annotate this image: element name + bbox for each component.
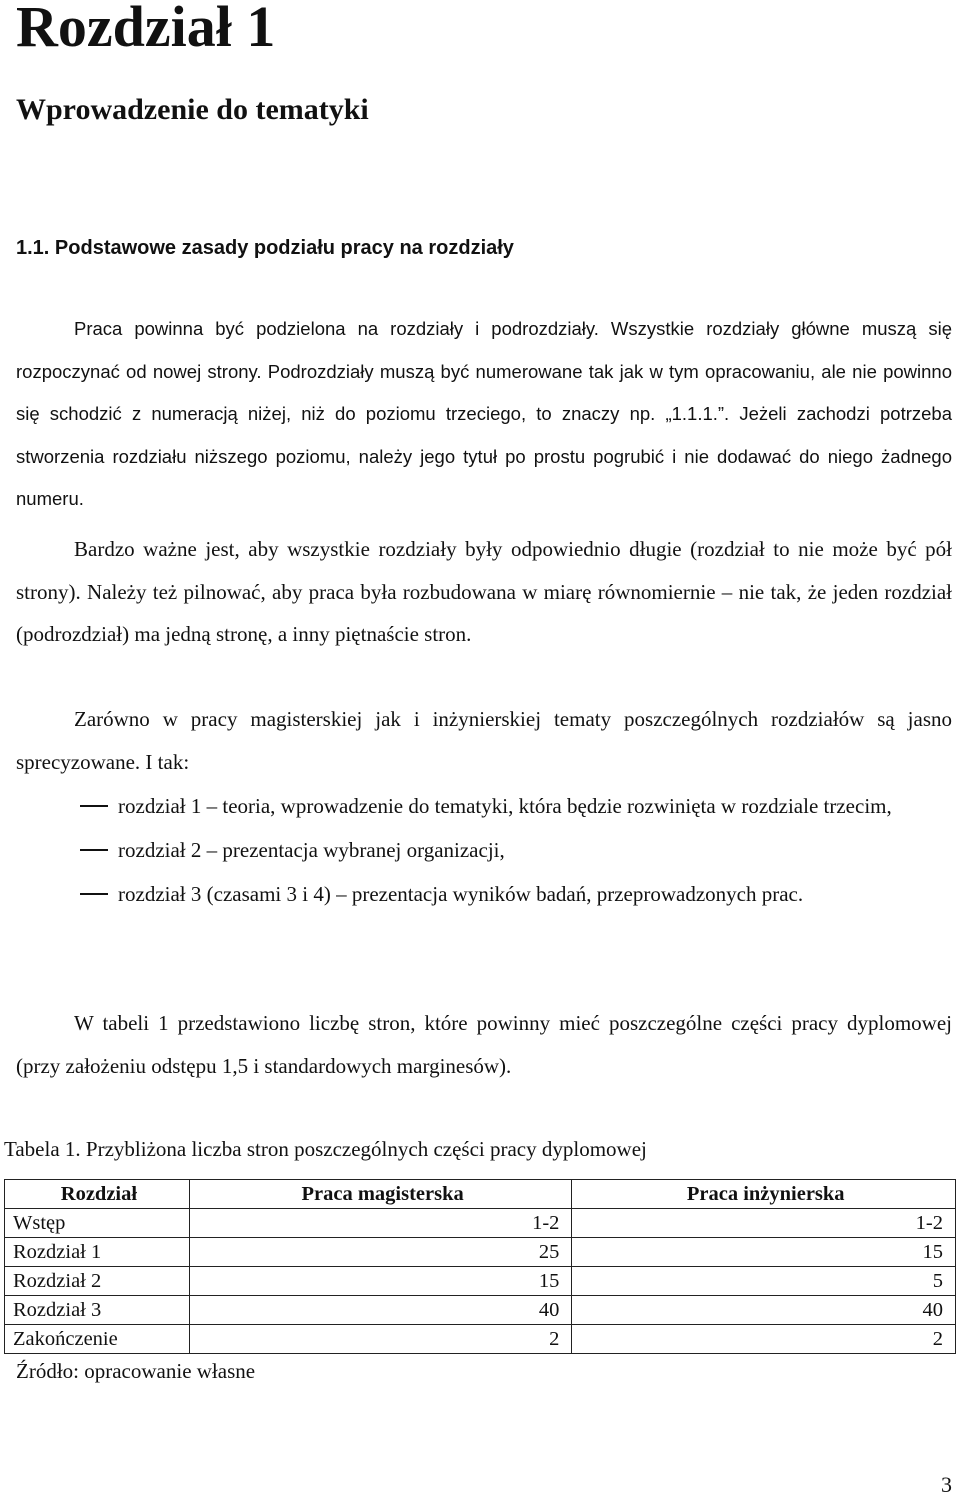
table-cell: Wstęp [5, 1209, 190, 1238]
table-cell: 2 [189, 1325, 572, 1354]
table-header-cell: Rozdział [5, 1180, 190, 1209]
table-cell: 1-2 [189, 1209, 572, 1238]
table-row [5, 1296, 956, 1325]
paragraph-topics: Zarówno w pracy magisterskiej jak i inżynierskiej tematy poszczególnych rozdziałów są jasno sprecyzowane. I tak: [16, 707, 952, 774]
table-row [5, 1238, 956, 1267]
list-item [16, 784, 952, 828]
table-row [5, 1267, 956, 1296]
dash-bullet-icon [80, 805, 108, 807]
chapter-title: Rozdział 1 [16, 0, 276, 59]
list-item-text: rozdział 3 (czasami 3 i 4) – prezentacja wyników badań, przeprowadzonych prac. [118, 882, 804, 906]
paragraph-length: Bardzo ważne jest, aby wszystkie rozdziały były odpowiednio długie (rozdział to nie może być pół strony). Należy też pilnować, aby praca była rozbudowana w miarę równomiernie – nie tak, że jeden rozdział (podrozdział) ma jedną stronę, a inny piętnaście stron. [16, 537, 952, 646]
table-cell: Rozdział 2 [5, 1267, 190, 1296]
pages-table [4, 1179, 956, 1354]
paragraph-intro: Praca powinna być podzielona na rozdziały i podrozdziały. Wszystkie rozdziały główne muszą się rozpoczynać od nowej strony. Podrozdziały muszą być numerowane tak jak w tym opracowaniu, ale nie powinno się schodzić z numeracją niżej, niż do poziomu trzeciego, to znaczy np. „1.1.1.”. Jeżeli zachodzi potrzeba stworzenia rozdziału niższego poziomu, należy jego tytuł po prostu pogrubić i nie dodawać do niego żadnego numeru. [16, 318, 952, 509]
table-cell: 2 [572, 1325, 956, 1354]
table-row [5, 1325, 956, 1354]
page-number: 3 [941, 1472, 952, 1497]
table-header-cell: Praca magisterska [189, 1180, 572, 1209]
table-cell: 15 [572, 1238, 956, 1267]
list-item [16, 872, 952, 916]
table-cell: 40 [572, 1296, 956, 1325]
table-cell: Rozdział 1 [5, 1238, 190, 1267]
table-source: Źródło: opracowanie własne [16, 1359, 256, 1383]
table-row [5, 1209, 956, 1238]
table-caption: Tabela 1. Przybliżona liczba stron poszczególnych części pracy dyplomowej [4, 1137, 647, 1161]
chapter-topics-list [16, 784, 952, 916]
list-item-text: rozdział 1 – teoria, wprowadzenie do tematyki, która będzie rozwinięta w rozdziale trzecim, [118, 794, 892, 818]
dash-bullet-icon [80, 849, 108, 851]
list-item-text: rozdział 2 – prezentacja wybranej organizacji, [118, 838, 505, 862]
table-cell: 15 [189, 1267, 572, 1296]
table-cell: Zakończenie [5, 1325, 190, 1354]
table-cell: Rozdział 3 [5, 1296, 190, 1325]
table-header-row [5, 1180, 956, 1209]
table-cell: 25 [189, 1238, 572, 1267]
table-cell: 1-2 [572, 1209, 956, 1238]
paragraph-table-intro: W tabeli 1 przedstawiono liczbę stron, które powinny mieć poszczególne części pracy dyplomowej (przy założeniu odstępu 1,5 i standardowych marginesów). [16, 1011, 952, 1078]
chapter-subtitle: Wprowadzenie do tematyki [16, 93, 369, 126]
table-cell: 5 [572, 1267, 956, 1296]
table-header-cell: Praca inżynierska [572, 1180, 956, 1209]
list-item [16, 828, 952, 872]
table-cell: 40 [189, 1296, 572, 1325]
dash-bullet-icon [80, 893, 108, 895]
section-heading: 1.1. Podstawowe zasady podziału pracy na rozdziały [16, 237, 514, 259]
